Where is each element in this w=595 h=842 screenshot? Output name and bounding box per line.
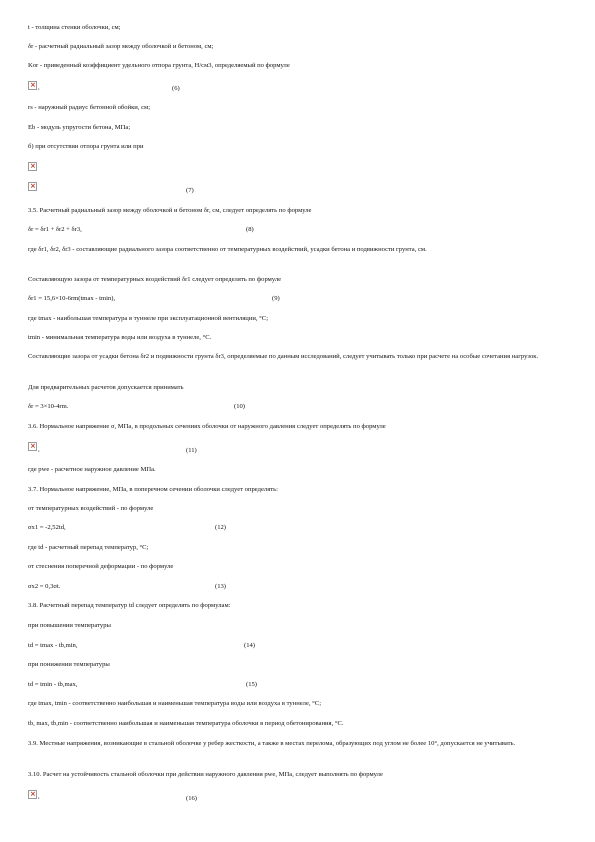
equation: td = tmin - tb,max, bbox=[28, 681, 78, 688]
equation-number: (10) bbox=[234, 403, 245, 410]
text-line: 3.7. Нормальное напряжение, МПа, в поперечном сечении оболочки следует определять: bbox=[28, 486, 278, 493]
text-line: 3.5. Расчетный радиальный зазор между оболочкой и бетоном δr, см, следует определять по формуле bbox=[28, 207, 312, 214]
broken-image-icon: × bbox=[30, 442, 36, 450]
equation-number: (6) bbox=[172, 85, 180, 92]
equation: σx1 = -2,52td, bbox=[28, 524, 66, 531]
separator: , bbox=[38, 446, 40, 453]
text-line: tmin - минимальная температура воды или воздуха в туннеле, °С. bbox=[28, 334, 212, 341]
broken-image-icon: × bbox=[30, 81, 36, 89]
text-line: Для предварительных расчетов допускается принимать bbox=[28, 384, 184, 391]
text-line: δr - расчетный радиальный зазор между оболочкой и бетоном, см; bbox=[28, 43, 214, 50]
text-line: t - толщина стенки оболочки, см; bbox=[28, 24, 121, 31]
equation: σx2 = 0,3σt. bbox=[28, 583, 61, 590]
text-line: Kor - приведенный коэффициент удельного отпора грунта, Н/см3, определяемый по формуле bbox=[28, 62, 290, 69]
broken-image-icon: × bbox=[30, 162, 36, 170]
equation-number: (12) bbox=[215, 524, 226, 531]
equation-number: (9) bbox=[272, 295, 280, 302]
text-line: rs - наружный радиус бетонной обойки, см; bbox=[28, 104, 151, 111]
equation-number: (14) bbox=[244, 642, 255, 649]
text-line: 3.6. Нормальное напряжение σ, МПа, в продольных сечениях оболочки от наружного давления следует определять по формуле bbox=[28, 423, 386, 430]
equation: δr = 3×10-4rm. bbox=[28, 403, 69, 410]
text-line: при понижении температуры bbox=[28, 661, 110, 668]
text-line: где td - расчетный перепад температур, °С; bbox=[28, 544, 149, 551]
text-line: где tmax, tmin - соответственно наибольшая и наименьшая температура воды или воздуха в туннеле, °С; bbox=[28, 700, 322, 707]
text-line: где tmax - наибольшая температура в туннеле при эксплуатационной вентиляции, °С; bbox=[28, 315, 269, 322]
equation-number: (8) bbox=[246, 226, 254, 233]
equation-number: (7) bbox=[186, 187, 194, 194]
text-paragraph: 3.9. Местные напряжения, возникающие в стальной оболочке у ребер жесткости, а также в местах перелома, образующих под углом не более 10°, допускается не учитывать. bbox=[28, 740, 516, 747]
equation-number: (11) bbox=[186, 447, 197, 454]
text-line: от температурных воздействий - по формуле bbox=[28, 505, 154, 512]
separator: , bbox=[38, 793, 40, 800]
text-line: где pwe - расчетное наружное давление МПа. bbox=[28, 466, 156, 473]
text-line: 3.10. Расчет на устойчивость стальной оболочки при действии наружного давления pwe, МПа, следует выполнять по формуле bbox=[28, 771, 383, 778]
equation: δr = δr1 + δr2 + δr3, bbox=[28, 226, 82, 233]
separator: , bbox=[38, 84, 40, 91]
equation-number: (16) bbox=[186, 795, 197, 802]
text-line: 3.8. Расчетный перепад температур td следует определять по формулам: bbox=[28, 602, 231, 609]
text-line: от стеснения поперечной деформации - по формуле bbox=[28, 563, 174, 570]
equation-number: (13) bbox=[215, 583, 226, 590]
equation-number: (15) bbox=[246, 681, 257, 688]
text-line: Eb - модуль упругости бетона, МПа; bbox=[28, 124, 131, 131]
equation: td = tmax - tb,min, bbox=[28, 642, 78, 649]
text-line: при повышении температуры bbox=[28, 622, 111, 629]
equation: δr1 = 15,6×10-6rm(tmax - tmin), bbox=[28, 295, 116, 302]
broken-image-icon: × bbox=[30, 182, 36, 190]
text-line: б) при отсутствии отпора грунта или при bbox=[28, 143, 144, 150]
broken-image-icon: × bbox=[30, 790, 36, 798]
text-paragraph: Составляющие зазора от усадки бетона δr2 и подвижности грунта δr3, определяемые по данным исследований, следует учитывать только при расчете на особые сочетания нагрузок. bbox=[28, 353, 539, 360]
text-line: tb, max, tb,min - соответственно наибольшая и наименьшая температура оболочки в период обетонирования, °С. bbox=[28, 720, 344, 727]
text-line: Составляющую зазора от температурных воздействий δr1 следует определять по формуле bbox=[28, 276, 282, 283]
text-paragraph: где δr1, δr2, δr3 - составляющие радиального зазора соответственно от температурных воздействий, усадки бетона и подвижности грунта, см. bbox=[28, 246, 427, 253]
